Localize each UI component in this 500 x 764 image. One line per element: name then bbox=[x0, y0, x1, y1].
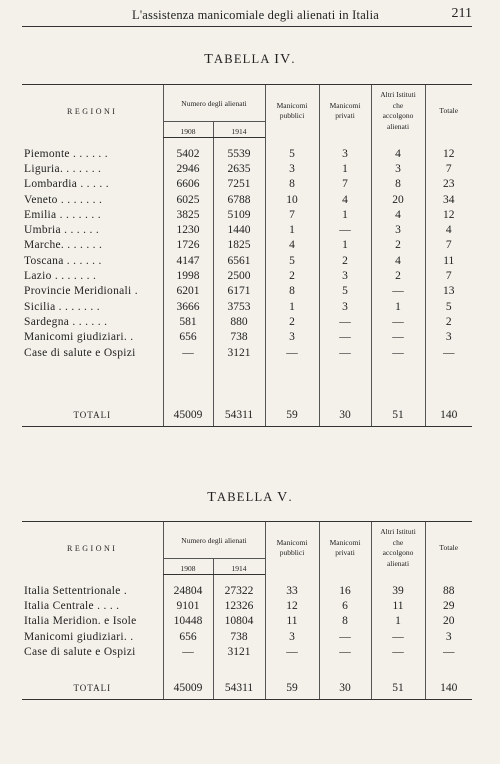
value-1914: 6561 bbox=[213, 253, 265, 268]
table-4 bbox=[22, 84, 472, 427]
altri-istituti-header: Altri Istituti che accolgono alienati bbox=[371, 522, 425, 575]
value-1914: 5539 bbox=[213, 146, 265, 161]
totali-label: TOTALI bbox=[22, 677, 163, 700]
manicomi-pubblici-value: 59 bbox=[265, 404, 319, 427]
table-row bbox=[22, 268, 472, 283]
totale-value: 7 bbox=[425, 161, 472, 176]
manicomi-privati-value: 30 bbox=[319, 404, 371, 427]
value-1914: 3121 bbox=[213, 644, 265, 659]
region-name: Case di salute e Ospizi bbox=[24, 645, 136, 658]
manicomi-privati-value: — bbox=[319, 314, 371, 329]
region-name: Manicomi giudiziari. . bbox=[24, 630, 134, 643]
manicomi-privati-value: 5 bbox=[319, 284, 371, 299]
table-row bbox=[22, 629, 472, 644]
value-1914: 2500 bbox=[213, 268, 265, 283]
manicomi-privati-value: — bbox=[319, 629, 371, 644]
value-1914: 54311 bbox=[213, 404, 265, 427]
manicomi-privati-value: 7 bbox=[319, 177, 371, 192]
altri-istituti-value: — bbox=[371, 314, 425, 329]
manicomi-privati-value: 3 bbox=[319, 299, 371, 314]
table-row bbox=[22, 644, 472, 659]
totale-value: 5 bbox=[425, 299, 472, 314]
altri-istituti-value: 3 bbox=[371, 222, 425, 237]
altri-istituti-value: 3 bbox=[371, 161, 425, 176]
region-name: Provincie Meridionali . bbox=[24, 285, 138, 298]
manicomi-pubblici-header: Manicomi pubblici bbox=[265, 522, 319, 575]
numero-alienati-header: Numero degli alienati bbox=[163, 85, 265, 122]
value-1908: 656 bbox=[163, 629, 213, 644]
manicomi-privati-value: 16 bbox=[319, 583, 371, 598]
table-row bbox=[22, 314, 472, 329]
region-name: Liguria. . . . . . . bbox=[24, 162, 102, 175]
value-1908: 1998 bbox=[163, 268, 213, 283]
manicomi-privati-header: Manicomi privati bbox=[319, 522, 371, 575]
totale-value: 12 bbox=[425, 207, 472, 222]
altri-istituti-value: 4 bbox=[371, 253, 425, 268]
totale-value: 140 bbox=[425, 404, 472, 427]
region-name: Lazio . . . . . . . bbox=[24, 270, 97, 283]
manicomi-privati-value: 30 bbox=[319, 677, 371, 700]
value-1914: 27322 bbox=[213, 583, 265, 598]
manicomi-pubblici-value: 4 bbox=[265, 238, 319, 253]
value-1914: 1440 bbox=[213, 222, 265, 237]
region-name: Lombardia . . . . . bbox=[24, 178, 109, 191]
value-1908: 4147 bbox=[163, 253, 213, 268]
value-1914: 10804 bbox=[213, 614, 265, 629]
year-1914-header: 1914 bbox=[213, 122, 265, 138]
altri-istituti-header: Altri Istituti che accolgono alienati bbox=[371, 85, 425, 138]
table-row bbox=[22, 192, 472, 207]
value-1908: 581 bbox=[163, 314, 213, 329]
spacer-row bbox=[22, 360, 472, 404]
totale-value: 3 bbox=[425, 330, 472, 345]
manicomi-pubblici-value: 59 bbox=[265, 677, 319, 700]
table-row bbox=[22, 238, 472, 253]
totale-value: 23 bbox=[425, 177, 472, 192]
region-name: Manicomi giudiziari. . bbox=[24, 331, 134, 344]
table-row bbox=[22, 614, 472, 629]
table-4-body bbox=[22, 138, 472, 427]
manicomi-pubblici-value: — bbox=[265, 345, 319, 360]
value-1908: — bbox=[163, 644, 213, 659]
manicomi-pubblici-value: 5 bbox=[265, 146, 319, 161]
table-5-caption: TABELLA V. bbox=[207, 490, 293, 505]
altri-istituti-value: — bbox=[371, 330, 425, 345]
numero-alienati-header: Numero degli alienati bbox=[163, 522, 265, 559]
manicomi-privati-value: 1 bbox=[319, 238, 371, 253]
region-name: Toscana . . . . . . bbox=[24, 254, 102, 267]
regioni-header: REGIONI bbox=[22, 85, 163, 138]
altri-istituti-value: 1 bbox=[371, 299, 425, 314]
altri-istituti-value: 2 bbox=[371, 238, 425, 253]
table-row bbox=[22, 299, 472, 314]
year-1908-header: 1908 bbox=[163, 559, 213, 575]
totale-value: 140 bbox=[425, 677, 472, 700]
running-title: L'assistenza manicomiale degli alienati in Italia bbox=[132, 8, 380, 22]
manicomi-pubblici-value: 10 bbox=[265, 192, 319, 207]
totale-header: Totale bbox=[425, 522, 472, 575]
regioni-header: REGIONI bbox=[22, 522, 163, 575]
manicomi-pubblici-value: 1 bbox=[265, 299, 319, 314]
value-1914: 2635 bbox=[213, 161, 265, 176]
table-row bbox=[22, 207, 472, 222]
region-name: Piemonte . . . . . . bbox=[24, 147, 108, 160]
value-1908: 2946 bbox=[163, 161, 213, 176]
region-name: Italia Settentrionale . bbox=[24, 584, 128, 597]
manicomi-pubblici-value: 11 bbox=[265, 614, 319, 629]
altri-istituti-value: 1 bbox=[371, 614, 425, 629]
spacer-row bbox=[22, 659, 472, 677]
manicomi-privati-value: 2 bbox=[319, 253, 371, 268]
region-name: Marche. . . . . . . bbox=[24, 239, 103, 252]
value-1908: 5402 bbox=[163, 146, 213, 161]
region-name: Italia Centrale . . . . bbox=[24, 599, 120, 612]
table-row bbox=[22, 583, 472, 598]
manicomi-pubblici-value: 3 bbox=[265, 161, 319, 176]
altri-istituti-value: — bbox=[371, 284, 425, 299]
value-1908: 10448 bbox=[163, 614, 213, 629]
region-name: Veneto . . . . . . . bbox=[24, 193, 103, 206]
value-1908: 3825 bbox=[163, 207, 213, 222]
altri-istituti-value: 20 bbox=[371, 192, 425, 207]
altri-istituti-value: — bbox=[371, 644, 425, 659]
value-1908: 45009 bbox=[163, 404, 213, 427]
altri-istituti-value: — bbox=[371, 629, 425, 644]
manicomi-privati-value: 3 bbox=[319, 146, 371, 161]
totale-header: Totale bbox=[425, 85, 472, 138]
value-1908: 9101 bbox=[163, 598, 213, 613]
table-row bbox=[22, 146, 472, 161]
year-1908-header: 1908 bbox=[163, 122, 213, 138]
totale-value: 3 bbox=[425, 629, 472, 644]
table-row bbox=[22, 161, 472, 176]
manicomi-privati-value: 1 bbox=[319, 207, 371, 222]
manicomi-pubblici-value: 33 bbox=[265, 583, 319, 598]
table-4-caption: TABELLA IV. bbox=[204, 52, 296, 67]
manicomi-pubblici-value: 3 bbox=[265, 629, 319, 644]
page-number: 211 bbox=[451, 6, 472, 21]
totali-label: TOTALI bbox=[22, 404, 163, 427]
manicomi-privati-value: — bbox=[319, 345, 371, 360]
altri-istituti-value: 4 bbox=[371, 146, 425, 161]
manicomi-privati-value: — bbox=[319, 330, 371, 345]
value-1908: 45009 bbox=[163, 677, 213, 700]
manicomi-privati-value: 6 bbox=[319, 598, 371, 613]
totale-value: 34 bbox=[425, 192, 472, 207]
altri-istituti-value: 51 bbox=[371, 404, 425, 427]
manicomi-pubblici-value: 8 bbox=[265, 177, 319, 192]
manicomi-pubblici-value: 1 bbox=[265, 222, 319, 237]
totale-value: 20 bbox=[425, 614, 472, 629]
value-1908: 6025 bbox=[163, 192, 213, 207]
region-name: Italia Meridion. e Isole bbox=[24, 615, 137, 628]
manicomi-pubblici-value: 3 bbox=[265, 330, 319, 345]
region-name: Sicilia . . . . . . . bbox=[24, 300, 100, 313]
value-1914: 3121 bbox=[213, 345, 265, 360]
value-1908: 3666 bbox=[163, 299, 213, 314]
manicomi-privati-value: 4 bbox=[319, 192, 371, 207]
totale-value: 29 bbox=[425, 598, 472, 613]
altri-istituti-value: 11 bbox=[371, 598, 425, 613]
totale-value: 2 bbox=[425, 314, 472, 329]
value-1914: 738 bbox=[213, 629, 265, 644]
table-5-body bbox=[22, 575, 472, 700]
value-1914: 7251 bbox=[213, 177, 265, 192]
region-name: Case di salute e Ospizi bbox=[24, 346, 136, 359]
manicomi-privati-value: 1 bbox=[319, 161, 371, 176]
manicomi-privati-value: — bbox=[319, 222, 371, 237]
value-1914: 12326 bbox=[213, 598, 265, 613]
manicomi-privati-header: Manicomi privati bbox=[319, 85, 371, 138]
totale-value: — bbox=[425, 345, 472, 360]
totale-value: 7 bbox=[425, 268, 472, 283]
value-1908: 6201 bbox=[163, 284, 213, 299]
value-1908: 1230 bbox=[163, 222, 213, 237]
totale-value: 7 bbox=[425, 238, 472, 253]
table-row bbox=[22, 345, 472, 360]
table-row bbox=[22, 222, 472, 237]
region-name: Sardegna . . . . . . bbox=[24, 315, 108, 328]
table-row bbox=[22, 598, 472, 613]
value-1914: 54311 bbox=[213, 677, 265, 700]
value-1914: 1825 bbox=[213, 238, 265, 253]
altri-istituti-value: 39 bbox=[371, 583, 425, 598]
manicomi-privati-value: 8 bbox=[319, 614, 371, 629]
totals-row bbox=[22, 404, 472, 427]
altri-istituti-value: 51 bbox=[371, 677, 425, 700]
totale-value: — bbox=[425, 644, 472, 659]
value-1914: 880 bbox=[213, 314, 265, 329]
manicomi-pubblici-header: Manicomi pubblici bbox=[265, 85, 319, 138]
table-row bbox=[22, 177, 472, 192]
running-header bbox=[22, 4, 472, 27]
manicomi-pubblici-value: 12 bbox=[265, 598, 319, 613]
value-1914: 3753 bbox=[213, 299, 265, 314]
value-1908: — bbox=[163, 345, 213, 360]
value-1908: 656 bbox=[163, 330, 213, 345]
manicomi-pubblici-value: 7 bbox=[265, 207, 319, 222]
totale-value: 13 bbox=[425, 284, 472, 299]
value-1914: 5109 bbox=[213, 207, 265, 222]
region-name: Umbria . . . . . . bbox=[24, 224, 100, 237]
totale-value: 11 bbox=[425, 253, 472, 268]
table-row bbox=[22, 330, 472, 345]
table-row bbox=[22, 253, 472, 268]
altri-istituti-value: — bbox=[371, 345, 425, 360]
totale-value: 12 bbox=[425, 146, 472, 161]
altri-istituti-value: 8 bbox=[371, 177, 425, 192]
manicomi-pubblici-value: 5 bbox=[265, 253, 319, 268]
altri-istituti-value: 4 bbox=[371, 207, 425, 222]
totale-value: 4 bbox=[425, 222, 472, 237]
totale-value: 88 bbox=[425, 583, 472, 598]
table-5 bbox=[22, 521, 472, 700]
manicomi-privati-value: 3 bbox=[319, 268, 371, 283]
manicomi-pubblici-value: 8 bbox=[265, 284, 319, 299]
value-1914: 738 bbox=[213, 330, 265, 345]
manicomi-pubblici-value: 2 bbox=[265, 314, 319, 329]
manicomi-pubblici-value: 2 bbox=[265, 268, 319, 283]
value-1908: 24804 bbox=[163, 583, 213, 598]
value-1914: 6171 bbox=[213, 284, 265, 299]
altri-istituti-value: 2 bbox=[371, 268, 425, 283]
manicomi-pubblici-value: — bbox=[265, 644, 319, 659]
value-1908: 6606 bbox=[163, 177, 213, 192]
value-1914: 6788 bbox=[213, 192, 265, 207]
table-row bbox=[22, 284, 472, 299]
value-1908: 1726 bbox=[163, 238, 213, 253]
totals-row bbox=[22, 677, 472, 700]
region-name: Emilia . . . . . . . bbox=[24, 208, 101, 221]
year-1914-header: 1914 bbox=[213, 559, 265, 575]
manicomi-privati-value: — bbox=[319, 644, 371, 659]
